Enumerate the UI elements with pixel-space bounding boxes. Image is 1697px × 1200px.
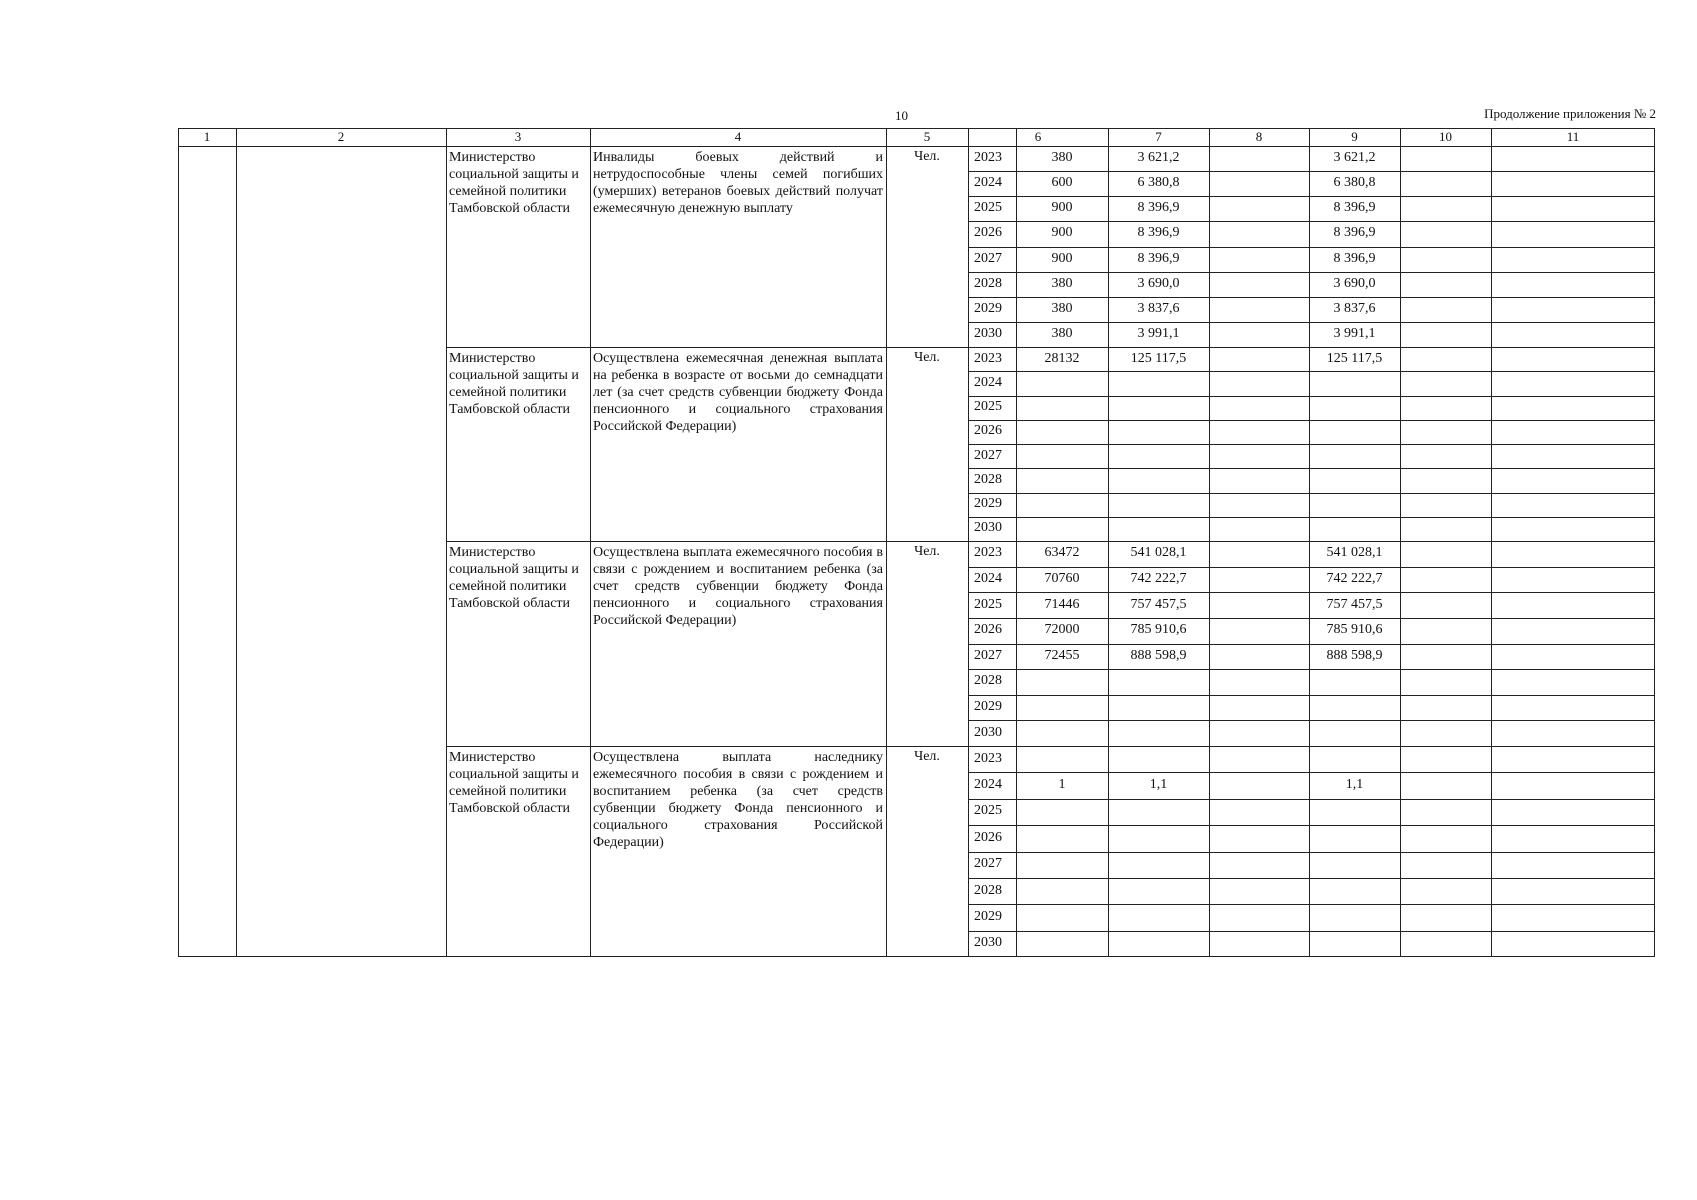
column-rule (236, 128, 237, 957)
unit-label: Чел. (914, 749, 940, 764)
block-rule (446, 541, 1655, 542)
column-header: 11 (1566, 129, 1580, 144)
value-cell: 125 117,5 (1130, 351, 1187, 366)
row-rule (968, 196, 1655, 197)
value-cell: 3 837,6 (1137, 301, 1180, 316)
row-rule (968, 396, 1655, 397)
year-cell: 2023 (974, 545, 1002, 560)
year-cell: 2030 (974, 935, 1002, 950)
value-cell: 380 (1051, 301, 1073, 316)
value-cell: 785 910,6 (1130, 622, 1187, 637)
value-cell: 380 (1051, 150, 1073, 165)
value-cell: 3 991,1 (1137, 326, 1180, 341)
row-rule (968, 878, 1655, 879)
column-header: 2 (337, 129, 345, 144)
column-rule (590, 128, 591, 957)
row-rule (968, 567, 1655, 568)
row-rule (968, 468, 1655, 469)
value-cell: 8 396,9 (1333, 225, 1376, 240)
value-cell: 900 (1051, 251, 1073, 266)
value-cell: 757 457,5 (1326, 597, 1383, 612)
value-cell: 28132 (1044, 351, 1080, 366)
row-rule (968, 695, 1655, 696)
column-header: 4 (734, 129, 742, 144)
year-cell: 2026 (974, 423, 1002, 438)
value-cell: 3 690,0 (1137, 276, 1180, 291)
row-rule (968, 247, 1655, 248)
result-description: Осуществлена ежемесячная денежная выплата на ребенка в возрасте от восьми до семнадцати лет (за счет средств субвенции бюджету Фонда пенсионного и социального страхования Российской Федерации) (593, 351, 883, 434)
column-header: 6 (1034, 129, 1042, 144)
year-cell: 2030 (974, 725, 1002, 740)
responsible-org: Министерство социальной защиты и семейной политики Тамбовской области (449, 750, 579, 816)
year-cell: 2025 (974, 200, 1002, 215)
value-cell: 1,1 (1345, 777, 1364, 792)
value-cell: 72000 (1044, 622, 1080, 637)
value-cell: 8 396,9 (1137, 200, 1180, 215)
year-cell: 2026 (974, 225, 1002, 240)
page-number: 10 (895, 108, 908, 123)
year-cell: 2024 (974, 777, 1002, 792)
value-cell: 600 (1051, 175, 1073, 190)
year-cell: 2026 (974, 622, 1002, 637)
value-cell: 6 380,8 (1333, 175, 1376, 190)
row-rule (968, 592, 1655, 593)
year-cell: 2030 (974, 326, 1002, 341)
result-description: Инвалиды боевых действий и нетрудоспособные члены семей погибших (умерших) ветеранов боевых действий получат ежемесячную денежную выплату (593, 150, 883, 216)
value-cell: 742 222,7 (1326, 571, 1383, 586)
column-rule (1491, 128, 1492, 957)
row-rule (968, 931, 1655, 932)
year-cell: 2025 (974, 803, 1002, 818)
column-rule (1209, 128, 1210, 957)
column-header: 9 (1351, 129, 1358, 144)
data-table (178, 128, 1655, 957)
value-cell: 1,1 (1149, 777, 1168, 792)
unit-label: Чел. (914, 149, 940, 164)
year-cell: 2027 (974, 856, 1002, 871)
value-cell: 125 117,5 (1326, 351, 1383, 366)
value-cell: 71446 (1044, 597, 1080, 612)
value-cell: 380 (1051, 326, 1073, 341)
row-rule (968, 772, 1655, 773)
column-rule (968, 128, 969, 957)
value-cell: 8 396,9 (1137, 225, 1180, 240)
column-rule (886, 128, 887, 957)
row-rule (968, 517, 1655, 518)
year-cell: 2029 (974, 909, 1002, 924)
value-cell: 72455 (1044, 648, 1080, 663)
year-cell: 2027 (974, 448, 1002, 463)
value-cell: 380 (1051, 276, 1073, 291)
value-cell: 3 621,2 (1333, 150, 1376, 165)
year-cell: 2027 (974, 648, 1002, 663)
value-cell: 3 690,0 (1333, 276, 1376, 291)
value-cell: 888 598,9 (1130, 648, 1187, 663)
value-cell: 757 457,5 (1130, 597, 1187, 612)
value-cell: 8 396,9 (1333, 200, 1376, 215)
value-cell: 6 380,8 (1137, 175, 1180, 190)
row-rule (968, 171, 1655, 172)
column-rule (178, 128, 179, 957)
value-cell: 742 222,7 (1130, 571, 1187, 586)
year-cell: 2029 (974, 496, 1002, 511)
column-rule (1400, 128, 1401, 957)
row-rule (968, 371, 1655, 372)
responsible-org: Министерство социальной защиты и семейной политики Тамбовской области (449, 351, 579, 417)
year-cell: 2028 (974, 673, 1002, 688)
result-description: Осуществлена выплата ежемесячного пособия в связи с рождением и воспитанием ребенка (за счет средств субвенции бюджету Фонда пенсионного и социального страхования Российской Федерации) (593, 545, 883, 628)
value-cell: 541 028,1 (1130, 545, 1187, 560)
row-rule (968, 297, 1655, 298)
row-rule (968, 618, 1655, 619)
unit-label: Чел. (914, 350, 940, 365)
column-header: 8 (1255, 129, 1263, 144)
row-rule (968, 904, 1655, 905)
responsible-org: Министерство социальной защиты и семейной политики Тамбовской области (449, 545, 579, 611)
row-rule (968, 720, 1655, 721)
year-cell: 2028 (974, 883, 1002, 898)
year-cell: 2026 (974, 830, 1002, 845)
year-cell: 2024 (974, 375, 1002, 390)
value-cell: 785 910,6 (1326, 622, 1383, 637)
value-cell: 8 396,9 (1137, 251, 1180, 266)
row-rule (178, 956, 1655, 957)
year-cell: 2023 (974, 351, 1002, 366)
row-rule (178, 146, 1655, 147)
row-rule (968, 852, 1655, 853)
responsible-org: Министерство социальной защиты и семейной политики Тамбовской области (449, 150, 579, 216)
row-rule (968, 444, 1655, 445)
column-header: 10 (1439, 129, 1452, 144)
column-rule (1654, 128, 1655, 957)
year-cell: 2025 (974, 597, 1002, 612)
row-rule (968, 825, 1655, 826)
unit-label: Чел. (914, 544, 940, 559)
value-cell: 63472 (1044, 545, 1080, 560)
year-cell: 2023 (974, 150, 1002, 165)
year-cell: 2028 (974, 472, 1002, 487)
value-cell: 900 (1051, 200, 1073, 215)
block-rule (446, 347, 1655, 348)
column-header: 3 (514, 129, 522, 144)
row-rule (968, 799, 1655, 800)
year-cell: 2023 (974, 751, 1002, 766)
year-cell: 2027 (974, 251, 1002, 266)
appendix-label: Продолжение приложения № 2 (1484, 106, 1656, 121)
value-cell: 1 (1058, 777, 1066, 792)
column-header: 7 (1155, 129, 1162, 144)
value-cell: 3 837,6 (1333, 301, 1376, 316)
value-cell: 8 396,9 (1333, 251, 1376, 266)
value-cell: 3 991,1 (1333, 326, 1376, 341)
year-cell: 2029 (974, 301, 1002, 316)
year-cell: 2024 (974, 571, 1002, 586)
year-cell: 2030 (974, 520, 1002, 535)
row-rule (968, 322, 1655, 323)
row-rule (968, 221, 1655, 222)
block-rule (446, 746, 1655, 747)
value-cell: 541 028,1 (1326, 545, 1383, 560)
row-rule (968, 420, 1655, 421)
year-cell: 2024 (974, 175, 1002, 190)
column-header: 5 (923, 129, 931, 144)
column-rule (446, 128, 447, 957)
row-rule (968, 669, 1655, 670)
row-rule (968, 272, 1655, 273)
row-rule (968, 493, 1655, 494)
column-header: 1 (203, 129, 211, 144)
value-cell: 70760 (1044, 571, 1080, 586)
year-cell: 2025 (974, 399, 1002, 414)
result-description: Осуществлена выплата наследнику ежемесячного пособия в связи с рождением и воспитанием ребенка (за счет средств субвенции бюджету Фонда пенсионного и социального страхования Российской Федерации) (593, 750, 883, 850)
year-cell: 2029 (974, 699, 1002, 714)
row-rule (968, 644, 1655, 645)
value-cell: 900 (1051, 225, 1073, 240)
value-cell: 888 598,9 (1326, 648, 1383, 663)
value-cell: 3 621,2 (1137, 150, 1180, 165)
year-cell: 2028 (974, 276, 1002, 291)
